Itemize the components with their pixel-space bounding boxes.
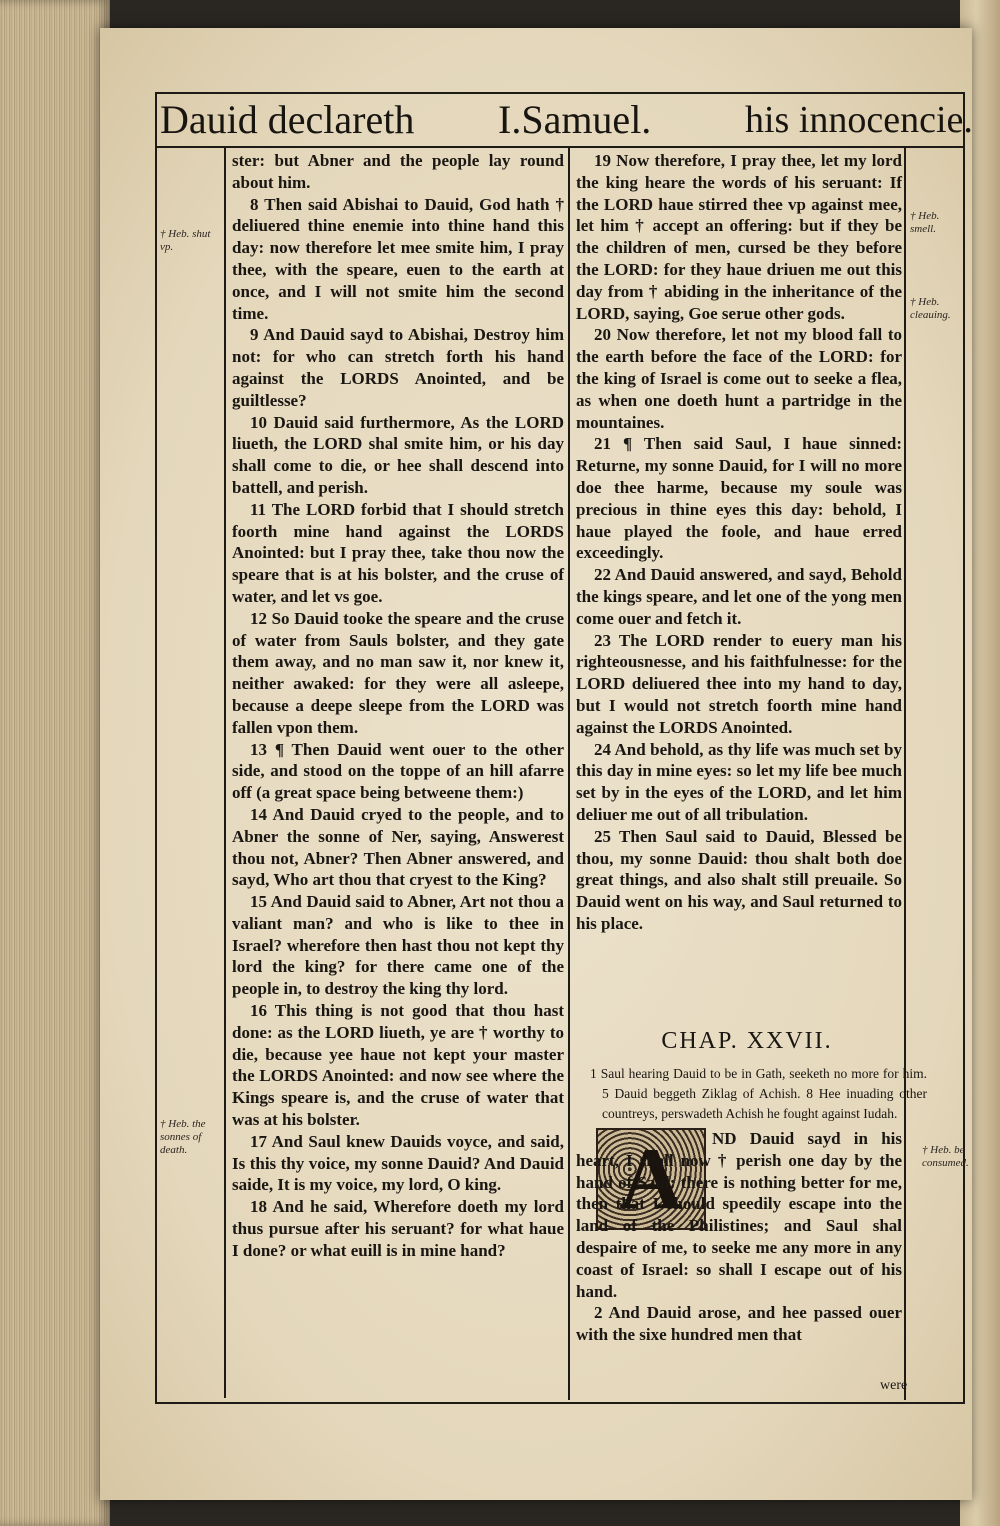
verse-13: 13 ¶ Then Dauid went ouer to the other side, and stood on the toppe of an hill afarre off (a great space being betweene them:) [232, 739, 564, 803]
verse-20: 20 Now therefore, let not my blood fall to the earth before the face of the LORD: for the king of Israel is come out to seeke a flea, as when one doeth hunt a partridge in the mountaines. [576, 325, 902, 432]
verse-22: 22 And Dauid answered, and sayd, Behold the kings speare, and let one of the yong men come ouer and fetch it. [576, 565, 902, 628]
left-column [232, 150, 564, 1262]
chapter-title: CHAP. XXVII. [661, 1028, 833, 1054]
right-column [576, 150, 902, 935]
margin-note-right-1: † Heb. smell. [910, 210, 940, 235]
verse-19: 19 Now therefore, I pray thee, let my lord the king heare the words of his seruant: If the LORD haue stirred thee vp against mee, let him † accept an offering: but if they be the children of men, cursed be they before the LORD: for they haue driuen me out this day from † abiding in the inheritance of the LORD, saying, Goe serue other gods. [576, 151, 902, 323]
decorated-initial-letter: A [619, 1130, 683, 1228]
margin-rule-right [904, 148, 906, 1400]
book-page-edges [0, 0, 110, 1526]
running-head-right: his innocencie. [745, 99, 973, 141]
verse-2: 2 And Dauid arose, and hee passed ouer with the sixe hundred men that [576, 1303, 902, 1345]
margin-note-right-2: † Heb. cleauing. [910, 296, 951, 321]
running-head-center: I.Samuel. [498, 97, 652, 142]
verse-12: 12 So Dauid tooke the speare and the cruse of water from Sauls bolster, and they gate them away, and no man saw it, nor knew it, neither awaked: for they were all asleepe, because a deepe sleepe from the LORD was fallen vpon them. [232, 608, 564, 737]
verse-16: 16 This thing is not good that thou hast done: as the LORD liueth, ye are † worthy to die, because yee haue not kept your master the LORDS Anointed: and now see where the Kings speare is, and the cruse of water that was at his bolster. [232, 1001, 564, 1130]
running-head-left: Dauid declareth [160, 97, 415, 142]
margin-note-right-3: † Heb. be consumed. [922, 1144, 969, 1169]
margin-note-left-1: † Heb. shut vp. [160, 228, 211, 253]
column-rule [568, 148, 570, 1400]
verse-15: 15 And Dauid said to Abner, Art not thou a valiant man? and who is like to thee in Israel? wherefore then hast thou not kept thy lord the king? for there came one of the people in, to destroy the king thy lord. [232, 892, 564, 999]
verse-8: 8 Then said Abishai to Dauid, God hath † deliuered thine enemie into thine hand this day: now therefore let mee smite him, I pray thee, with the speare, euen to the earth at once, and I will not smite him the second time. [232, 194, 564, 323]
margin-note-left-2: † Heb. the sonnes of death. [160, 1118, 206, 1156]
verse-17: 17 And Saul knew Dauids voyce, and said, Is this thy voice, my sonne Dauid? And Dauid saide, It is my voice, my lord, O king. [232, 1131, 564, 1195]
verse-21: 21 ¶ Then said Saul, I haue sinned: Returne, my sonne Dauid, for I will no more doe thee harme, because my soule was precious in thine eyes this day: behold, I haue played the foole, and haue erred exceedingly. [576, 434, 902, 563]
chapter-opening-text: ND Dauid sayd in his heart, I shall now † perish one day by the hand of Saul: there is nothing better for me, then that I should speedily escape into the land of the Philistines; and Saul shal despaire of me, to seeke me any more in any coast of Israel: so shall I escape out of his hand. [576, 1129, 902, 1301]
catchword: were [880, 1378, 908, 1393]
verse-18: 18 And he said, Wherefore doeth my lord thus pursue after his seruant? for what haue I done? or what euill is in mine hand? [232, 1197, 564, 1260]
verse-10: 10 Dauid said furthermore, As the LORD liueth, the LORD shal smite him, or his day shall come to die, or hee shall descend into battell, and perish. [232, 412, 564, 497]
verse-25: 25 Then Saul said to Dauid, Blessed be thou, my sonne Dauid: thou shalt both doe great things, and also shalt still preuaile. So Dauid went on his way, and Saul returned to his place. [576, 826, 902, 933]
verse-14: 14 And Dauid cryed to the people, and to Abner the sonne of Ner, saying, Answerest thou not, Abner? Then Abner answered, and sayd, Who art thou that cryest to the King? [232, 804, 564, 890]
verse-line: ster: but Abner and the people lay round about him. [232, 151, 564, 192]
verse-23: 23 The LORD render to euery man his righteousnesse, and his faithfulnesse: for the LORD deliuered thee into my hand to day, but I would not stretch foorth mine hand against the LORDS Anointed. [576, 630, 902, 737]
verse-24: 24 And behold, as thy life was much set by this day in mine eyes: so let my life bee much set by in the eyes of the LORD, and let him deliuer me out of all tribulation. [576, 739, 902, 824]
header-rule [155, 146, 963, 148]
verse-11: 11 The LORD forbid that I should stretch foorth mine hand against the LORDS Anointed: but I pray thee, take thou now the speare that is at his bolster, and the cruse of water, and let vs goe. [232, 499, 564, 606]
margin-rule-left [224, 148, 226, 1398]
chapter-opening [576, 1128, 902, 1346]
verse-9: 9 And Dauid sayd to Abishai, Destroy him not: for who can stretch forth his hand against the LORDS Anointed, and be guiltlesse? [232, 325, 564, 410]
chapter-argument: 1 Saul hearing Dauid to be in Gath, seeketh no more for him. 5 Dauid beggeth Ziklag of Achish. 8 Hee inuading other countreys, perswadeth Achish he fought against Iudah. [590, 1066, 927, 1121]
